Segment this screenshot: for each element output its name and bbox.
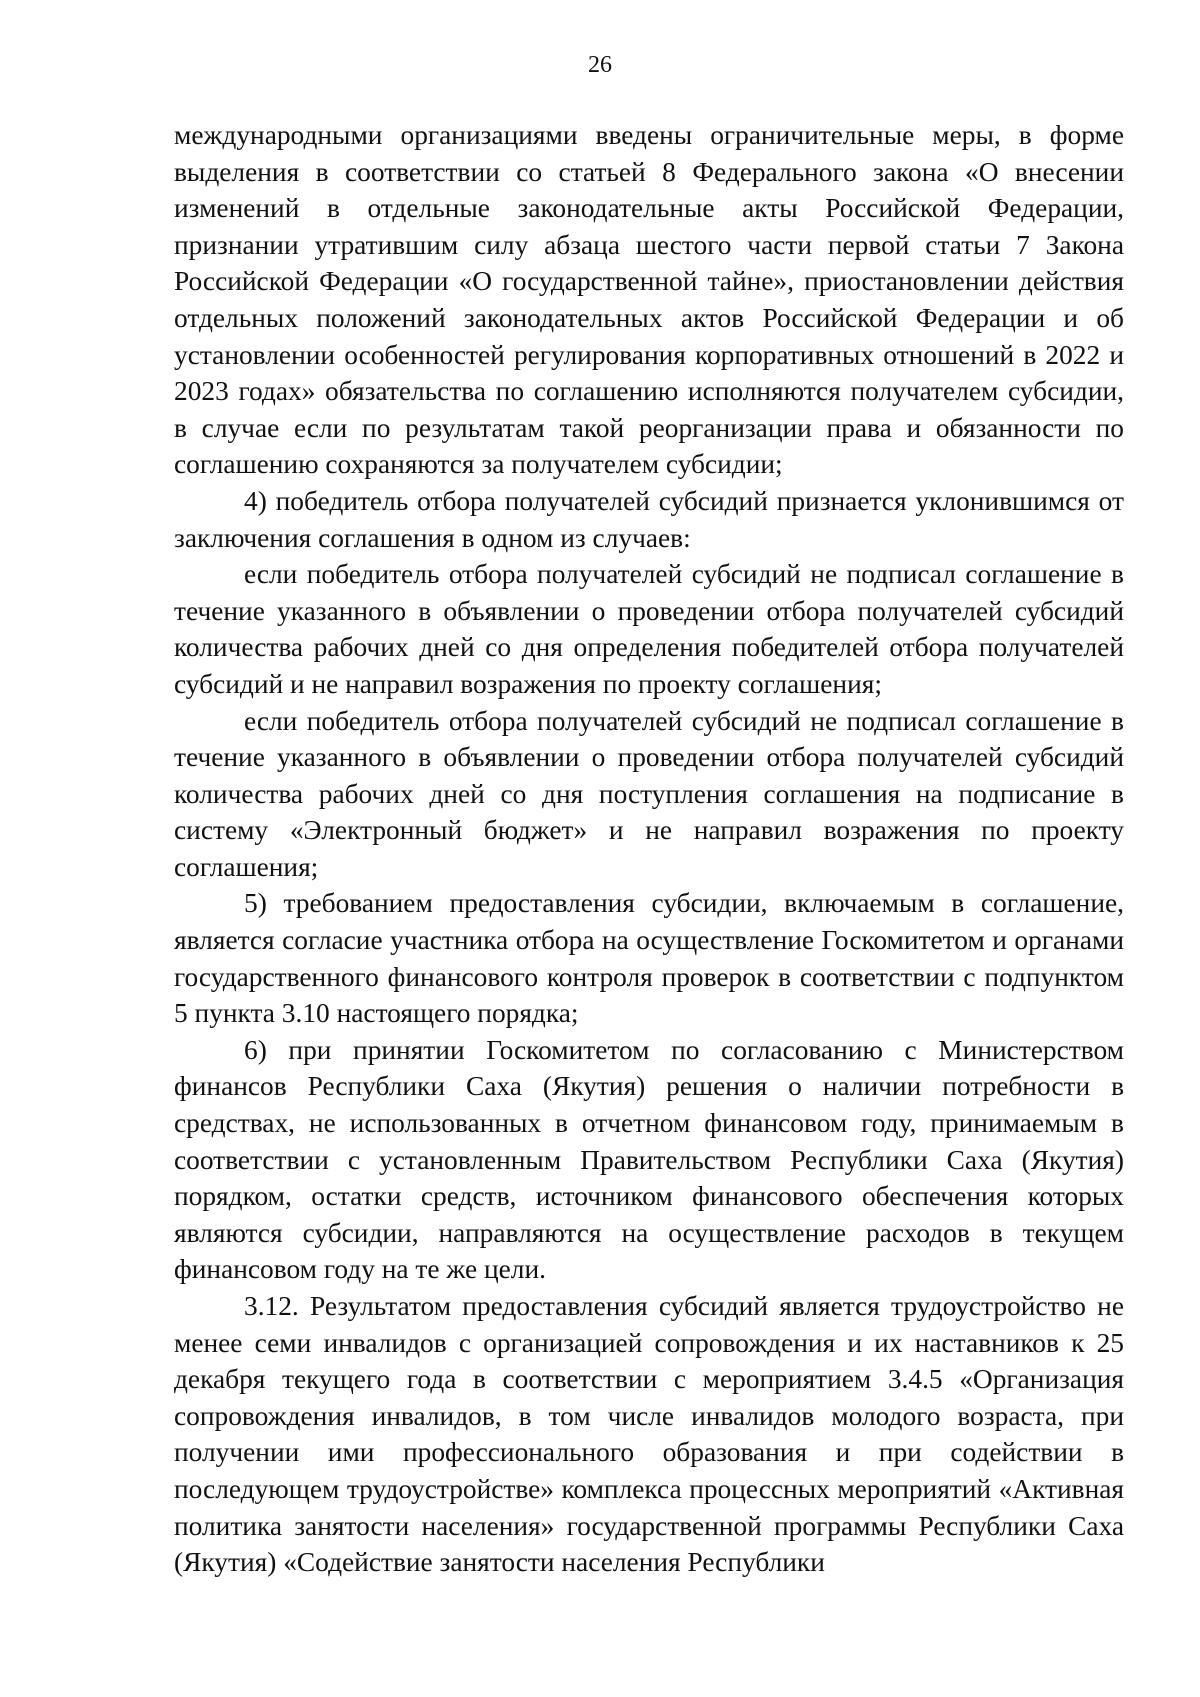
page-number: 26	[588, 52, 612, 78]
paragraph-item-6: 6) при принятии Госкомитетом по согласованию с Министерством финансов Республики Саха (Якутия) решения о наличии потребности в средствах, не использованных в отчетном финансовом году, принимаемым в соответствии с установленным Правительством Республики Саха (Якутия) порядком, остатки средств, источником финансового обеспечения которых являются субсидии, направляются на осуществление расходов в текущем финансовом году на те же цели.	[174, 1034, 1124, 1285]
paragraph-case-1: если победитель отбора получателей субсидий не подписал соглашение в течение указанного в объявлении о проведении отбора получателей субсидий количества рабочих дней со дня определения победителей отбора получателей субсидий и не направил возражения по проекту соглашения;	[174, 559, 1124, 699]
document-body	[174, 117, 1124, 1581]
paragraph-3-12: 3.12. Результатом предоставления субсидий является трудоустройство не менее семи инвалидов с организацией сопровождения и их наставников к 25 декабря текущего года в соответствии с мероприятием 3.4.5 «Организация сопровождения инвалидов, в том числе инвалидов молодого возраста, при получении ими профессионального образования и при содействии в последующем трудоустройстве» комплекса процессных мероприятий «Активная политика занятости населения» государственной программы Республики Саха (Якутия) «Содействие занятости населения Республики	[174, 1291, 1124, 1578]
paragraph-continuation: международными организациями введены ограничительные меры, в форме выделения в соответствии со статьей 8 Федерального закона «О внесении изменений в отдельные законодательные акты Российской Федерации, признании утратившим силу абзаца шестого части первой статьи 7 Закона Российской Федерации «О государственной тайне», приостановлении действия отдельных положений законодательных актов Российской Федерации и об установлении особенностей регулирования корпоративных отношений в 2022 и 2023 годах» обязательства по соглашению исполняются получателем субсидии, в случае если по результатам такой реорганизации права и обязанности по соглашению сохраняются за получателем субсидии;	[174, 120, 1124, 480]
paragraph-item-5: 5) требованием предоставления субсидии, включаемым в соглашение, является согласие участника отбора на осуществление Госкомитетом и органами государственного финансового контроля проверок в соответствии с подпунктом 5 пункта 3.10 настоящего порядка;	[174, 888, 1124, 1029]
paragraph-item-4: 4) победитель отбора получателей субсидий признается уклонившимся от заключения соглашения в одном из случаев:	[174, 485, 1124, 553]
paragraph-case-2: если победитель отбора получателей субсидий не подписал соглашение в течение указанного в объявлении о проведении отбора получателей субсидий количества рабочих дней со дня поступления соглашения на подписание в систему «Электронный бюджет» и не направил возражения по проекту соглашения;	[174, 705, 1124, 882]
